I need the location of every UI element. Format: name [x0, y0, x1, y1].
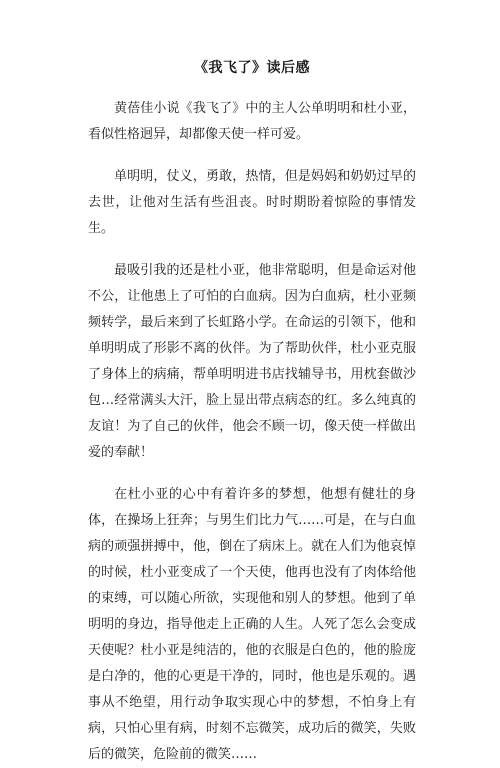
paragraph-2: 单明明，仗义，勇敢，热情，但是妈妈和奶奶过早的去世，让他对生活有些沮丧。时时期盼着惊险的事情发生。 [88, 169, 416, 236]
paragraph-4: 在杜小亚的心中有着许多的梦想，他想有健壮的身体，在操场上狂奔；与男生们比力气……可是，在与白血病的顽强拼搏中，他，倒在了病床上。就在人们为他哀悼的时候，杜小亚变成了一个天使，他再也没有了肉体给他的束缚，可以随心所欲，实现他和别人的梦想。他到了单明明的身边，指导他走上正确的人生。人死了怎么会变成天使呢？杜小亚是纯洁的，他的衣服是白色的，他的脸庞是白净的，他的心更是干净的，同时，他也是乐观的。遇事从不绝望，用行动争取实现心中的梦想，不怕身上有病，只怕心里有病，时刻不忘微笑，成功后的微笑，失败后的微笑，危险前的微笑…… [88, 487, 416, 762]
paragraph-3: 最吸引我的还是杜小亚，他非常聪明，但是命运对他不公，让他患上了可怕的白血病。因为白血病，杜小亚频频转学，最后来到了长虹路小学。在命运的引领下，他和单明明成了形影不离的伙伴。为了帮助伙伴，杜小亚克服了身体上的病痛，帮单明明进书店找辅导书，用枕套做沙包…经常满头大汗，脸上显出带点病态的红。多么纯真的友谊！为了自己的伙伴，他会不顾一切，像天使一样做出爱的奉献！ [88, 263, 416, 460]
paragraph-1: 黄蓓佳小说《我飞了》中的主人公单明明和杜小亚，看似性格迥异，却都像天使一样可爱。 [88, 101, 416, 142]
document-title: 《我飞了》读后感 [194, 60, 310, 76]
